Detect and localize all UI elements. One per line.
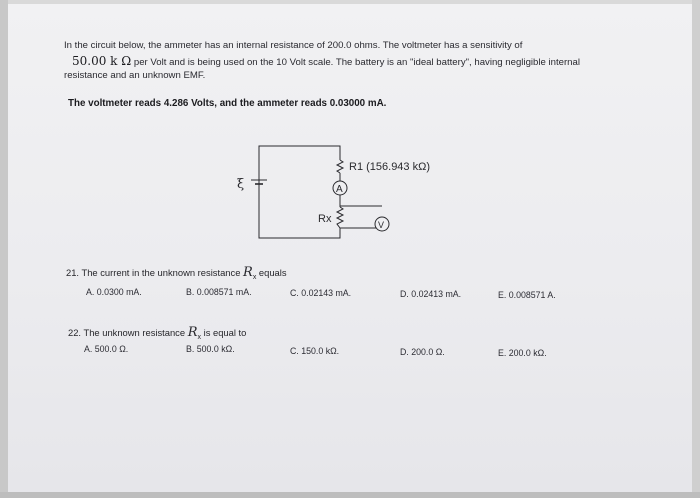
intro-line-2-text: per Volt and is being used on the 10 Volt scale. The battery is an "ideal battery", having negligible internal	[131, 57, 580, 68]
q22-option-a[interactable]: A. 500.0 Ω.	[84, 344, 129, 354]
r1-label: R1 (156.943 kΩ)	[349, 161, 430, 173]
q21-option-a[interactable]: A. 0.0300 mA.	[86, 287, 142, 297]
question-21-symbol: R	[243, 265, 253, 280]
q22-option-c[interactable]: C. 150.0 kΩ.	[290, 346, 340, 356]
voltmeter-label: V	[378, 220, 385, 230]
q21-option-c[interactable]: C. 0.02143 mA.	[290, 288, 352, 298]
meter-readings: The voltmeter reads 4.286 Volts, and the ammeter reads 0.03000 mA.	[68, 98, 387, 109]
question-22-text: 22. The unknown resistance	[68, 327, 188, 338]
intro-line-3: resistance and an unknown EMF.	[64, 70, 206, 81]
q21-option-b[interactable]: B. 0.008571 mA.	[186, 287, 252, 297]
ammeter-label: A	[336, 184, 343, 195]
q21-option-d[interactable]: D. 0.02413 mA.	[400, 289, 462, 299]
wire-bottom	[259, 186, 340, 238]
sensitivity-value: 50.00 k Ω	[72, 54, 132, 68]
question-21-text: 21. The current in the unknown resistance	[66, 267, 244, 278]
intro-line-1: In the circuit below, the ammeter has an internal resistance of 200.0 ohms. The voltmeter has a sensitivity of	[64, 40, 523, 51]
question-21	[66, 265, 287, 280]
q21-option-e[interactable]: E. 0.008571 A.	[498, 290, 556, 300]
rx-label: Rx	[318, 213, 332, 225]
q22-option-d[interactable]: D. 200.0 Ω.	[400, 347, 445, 357]
question-22	[68, 325, 246, 340]
resistor-rx	[337, 207, 343, 228]
question-22-tail: is equal to	[201, 327, 247, 338]
wire-top-left	[259, 146, 340, 186]
question-21-tail: equals	[256, 267, 287, 278]
q22-option-e[interactable]: E. 200.0 kΩ.	[498, 348, 547, 358]
question-22-subscript: x	[197, 334, 201, 341]
question-22-symbol: R	[187, 325, 198, 340]
emf-label: ξ	[237, 177, 245, 192]
q22-option-b[interactable]: B. 500.0 kΩ.	[186, 344, 235, 354]
resistor-r1	[337, 160, 343, 173]
question-21-subscript: x	[252, 274, 257, 281]
